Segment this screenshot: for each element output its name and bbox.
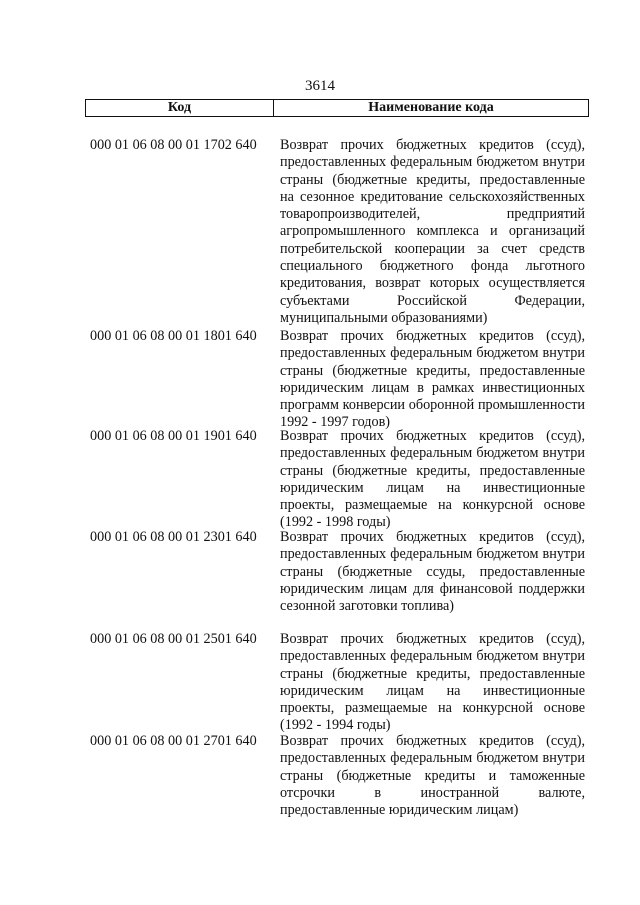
code-column-header: Код (86, 100, 274, 116)
entry-code: 000 01 06 08 00 01 2701 640 (90, 733, 257, 749)
table-header (85, 99, 589, 117)
name-column-header: Наименование кода (368, 100, 494, 115)
page-number: 3614 (305, 78, 335, 94)
table-row (90, 631, 590, 733)
table-row (90, 328, 590, 431)
entry-description: Возврат прочих бюджетных кредитов (ссуд), предоставленных федеральным бюджетом внутри страны (бюджетные кредиты и таможенные отсрочки в иностранной валюте, предоставленные юридическим лицам) (280, 733, 585, 819)
entry-description: Возврат прочих бюджетных кредитов (ссуд), предоставленных федеральным бюджетом внутри страны (бюджетные кредиты, предоставленные юридическим лицам на инвестиционные проекты, размещаемые на конкурсной основе (1992 - 1994 годы) (280, 631, 585, 734)
entry-description: Возврат прочих бюджетных кредитов (ссуд), предоставленных федеральным бюджетом внутри страны (бюджетные кредиты, предоставленные на сезонное кредитование сельскохозяйственных товаропроизводителей, предприятий агропромышленного комплекса и организаций потребительской кооперации за счет средств специального бюджетного фонда льготного кредитования, возврат которых осуществляется субъектами Российской Федерации, муниципальными образованиями) (280, 137, 585, 326)
entry-code: 000 01 06 08 00 01 2501 640 (90, 631, 257, 647)
entry-description: Возврат прочих бюджетных кредитов (ссуд), предоставленных федеральным бюджетом внутри страны (бюджетные кредиты, предоставленные юридическим лицам в рамках инвестиционных программ конверсии оборонной промышленности 1992 - 1997 годов) (280, 328, 585, 431)
table-row (90, 733, 590, 819)
entry-code: 000 01 06 08 00 01 1901 640 (90, 428, 257, 444)
table-row (90, 428, 590, 529)
table-row (90, 529, 590, 631)
entry-code: 000 01 06 08 00 01 1702 640 (90, 137, 257, 153)
entry-code: 000 01 06 08 00 01 1801 640 (90, 328, 257, 344)
entry-description: Возврат прочих бюджетных кредитов (ссуд), предоставленных федеральным бюджетом внутри страны (бюджетные кредиты, предоставленные юридическим лицам на инвестиционные проекты, размещаемые на конкурсной основе (1992 - 1998 годы) (280, 428, 585, 531)
table-row (90, 137, 590, 328)
code-list (90, 137, 590, 819)
entry-description: Возврат прочих бюджетных кредитов (ссуд), предоставленных федеральным бюджетом внутри страны (бюджетные ссуды, предоставленные юридическим лицам для финансовой поддержки сезонной заготовки топлива) (280, 529, 585, 615)
entry-code: 000 01 06 08 00 01 2301 640 (90, 529, 257, 545)
